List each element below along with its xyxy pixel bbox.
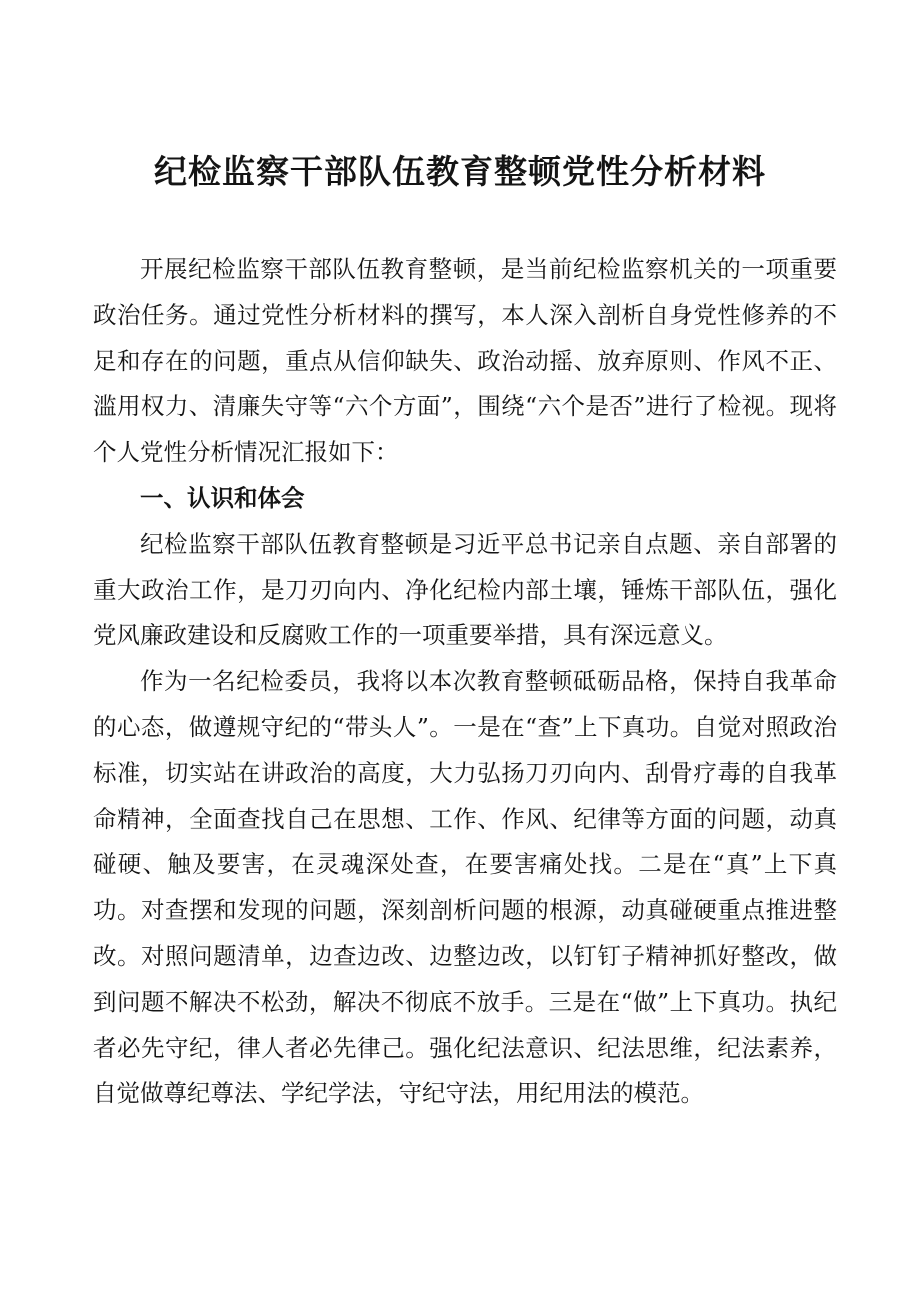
intro-paragraph: 开展纪检监察干部队伍教育整顿，是当前纪检监察机关的一项重要政治任务。通过党性分析材料的撰写，本人深入剖析自身党性修养的不足和存在的问题，重点从信仰缺失、政治动摇、放弃原则、作风不正、滥用权力、清廉失守等“六个方面”，围绕“六个是否”进行了检视。现将个人党性分析情况汇报如下： [93, 255, 837, 467]
document-title: 纪检监察干部队伍教育整顿党性分析材料 [154, 152, 766, 191]
body-paragraph: 作为一名纪检委员，我将以本次教育整顿砥砺品格，保持自我革命的心态，做遵规守纪的“带头人”。一是在“查”上下真功。自觉对照政治标准，切实站在讲政治的高度，大力弘扬刀刃向内、刮骨疗毒的自我革命精神，全面查找自己在思想、工作、作风、纪律等方面的问题，动真碰硬、触及要害，在灵魂深处查，在要害痛处找。二是在“真”上下真功。对查摆和发现的问题，深刻剖析问题的根源，动真碰硬重点推进整改。对照问题清单，边查边改、边整边改，以钉钉子精神抓好整改，做到问题不解决不松劲，解决不彻底不放手。三是在“做”上下真功。执纪者必先守纪，律人者必先律己。强化纪法意识、纪法思维，纪法素养，自觉做尊纪尊法、学纪学法，守纪守法，用纪用法的模范。 [93, 667, 837, 1108]
body-paragraph: 纪检监察干部队伍教育整顿是习近平总书记亲自点题、亲自部署的重大政治工作，是刀刃向内、净化纪检内部土壤，锤炼干部队伍，强化党风廉政建设和反腐败工作的一项重要举措，具有深远意义。 [93, 529, 837, 650]
document-body [93, 247, 837, 1117]
section-heading: 一、认识和体会 [140, 483, 305, 512]
